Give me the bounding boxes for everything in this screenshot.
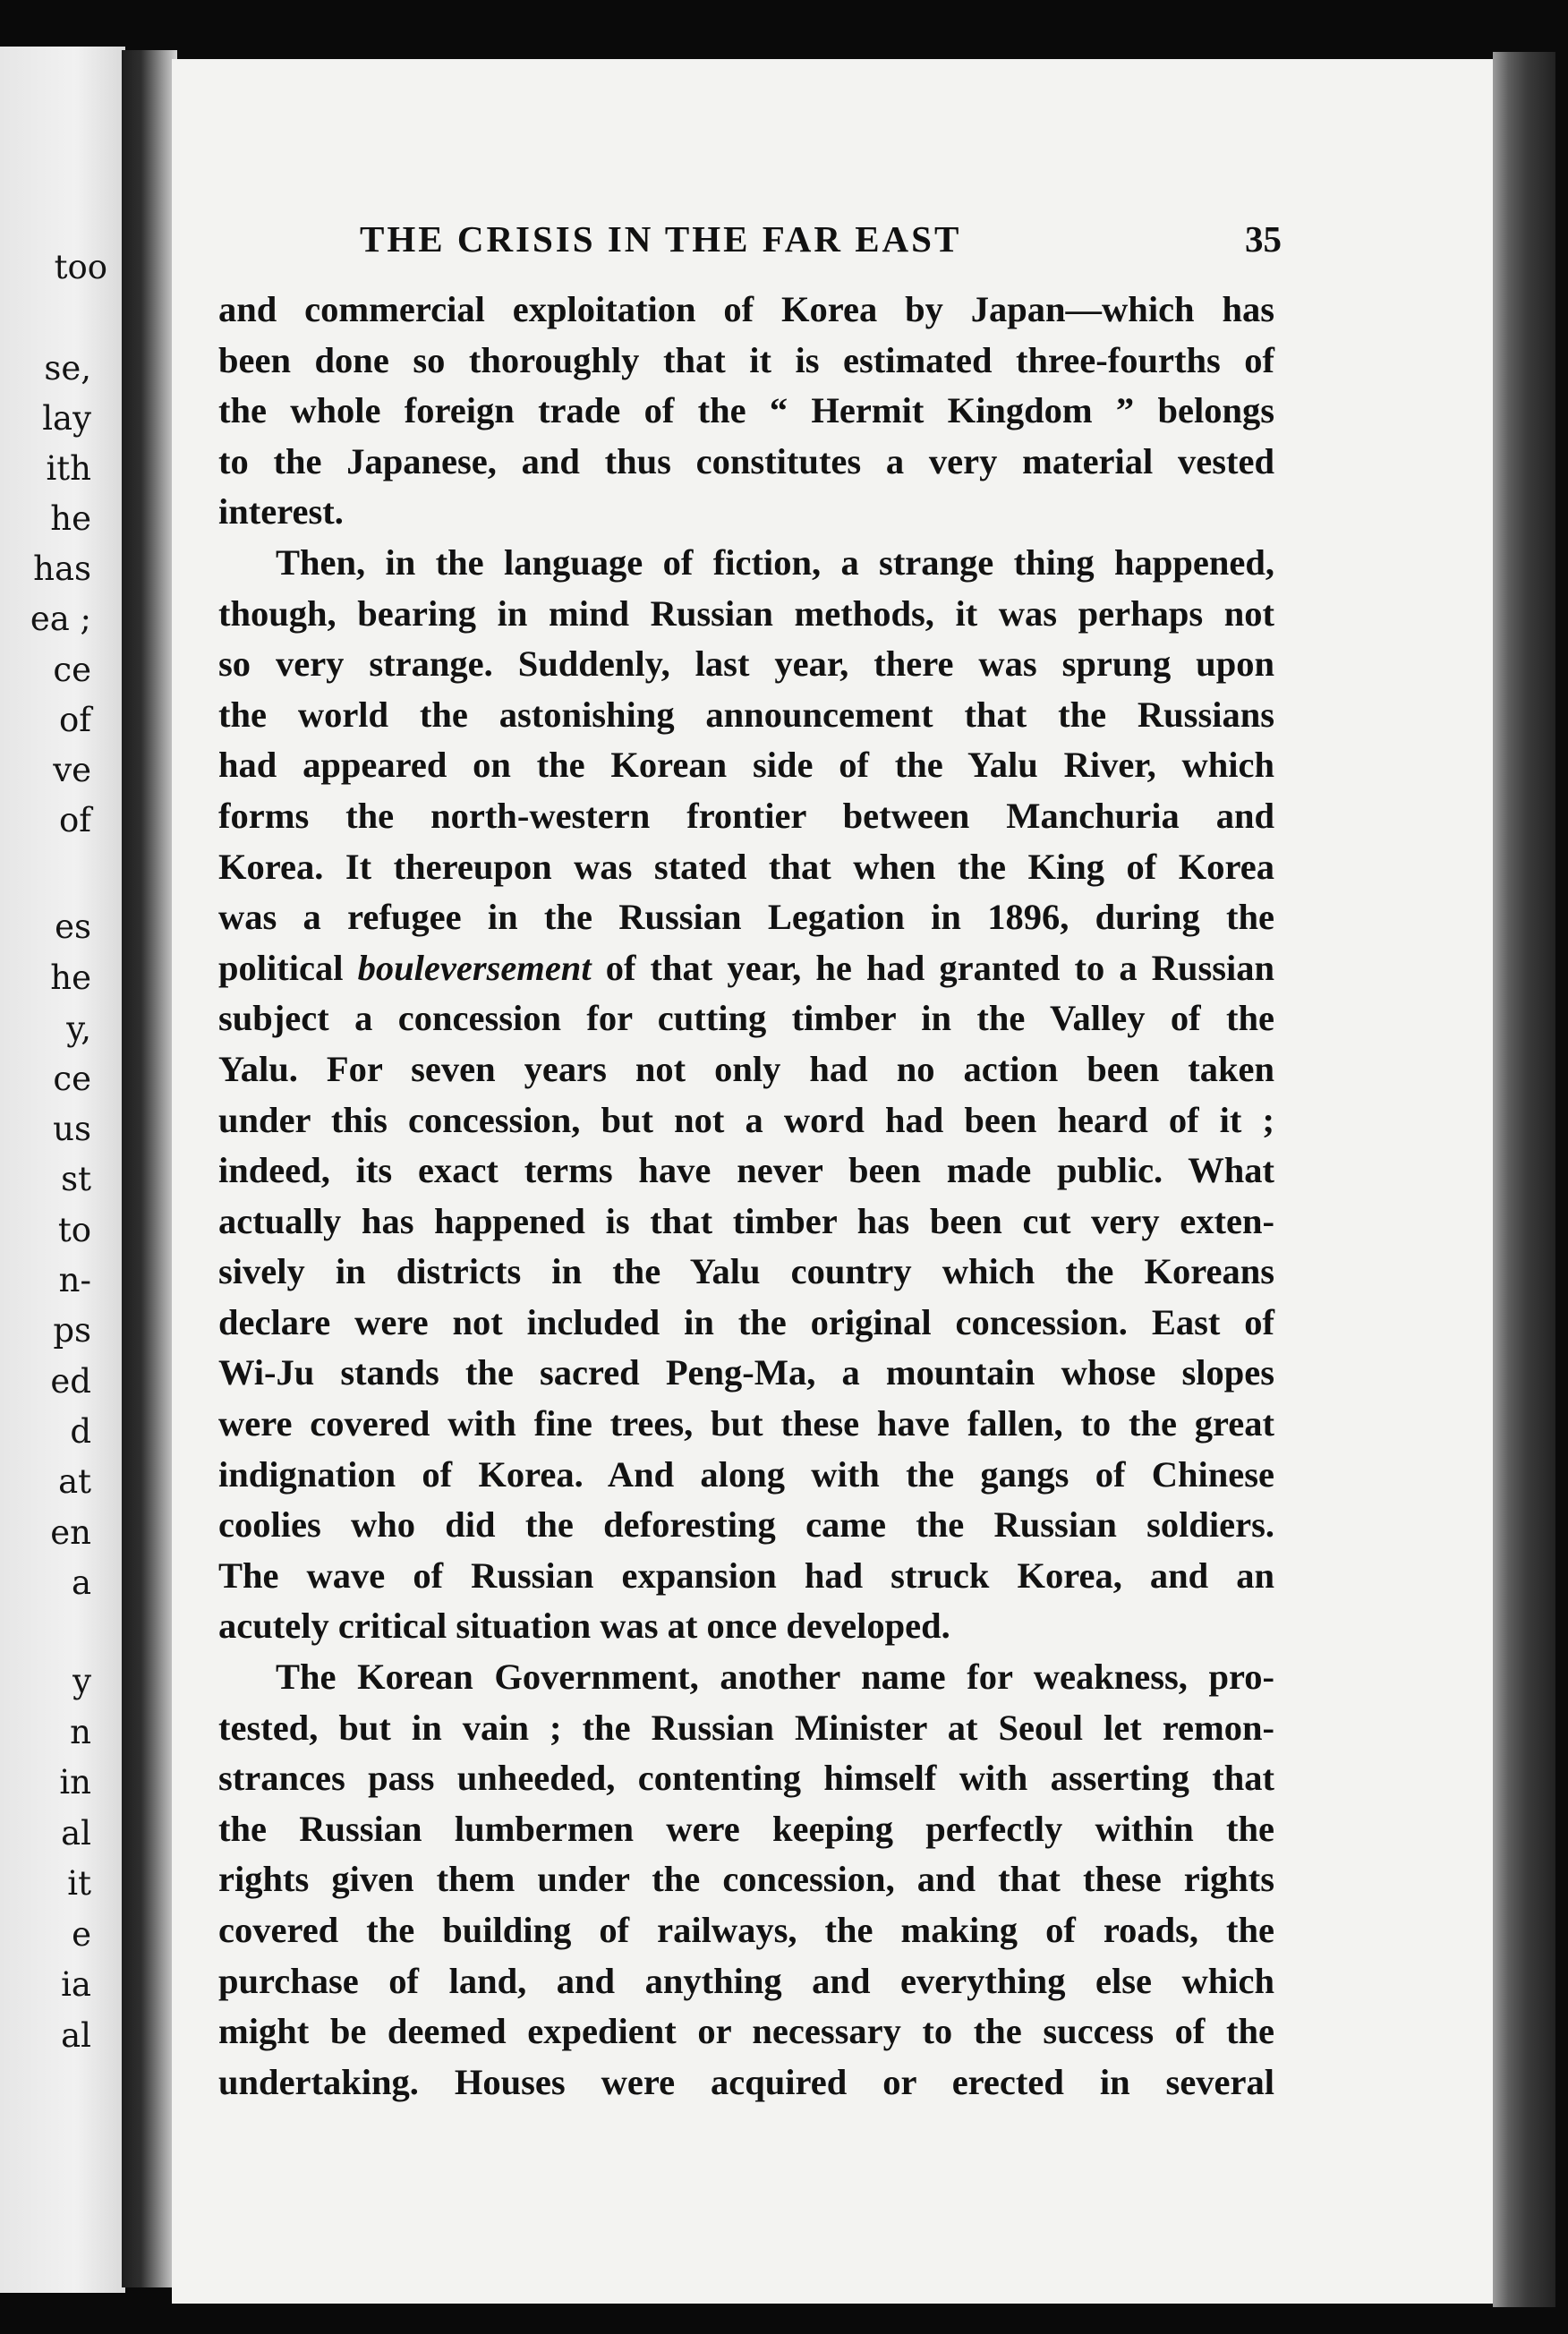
previous-page-fragment: has bbox=[33, 549, 91, 588]
previous-page-fragment: y bbox=[72, 1662, 91, 1700]
text-line: Korea. It thereupon was stated that when the King of Korea bbox=[218, 846, 1274, 887]
previous-page-fragment: e bbox=[72, 1915, 91, 1954]
previous-page-fragment: al bbox=[61, 2016, 91, 2055]
text-segment: political bbox=[218, 947, 344, 988]
previous-page-fragment: of bbox=[59, 701, 91, 739]
text-line: to the Japanese, and thus constitutes a very material vested bbox=[218, 440, 1274, 481]
text-line: sively in districts in the Yalu country which the Koreans bbox=[218, 1251, 1274, 1292]
text-line: interest. bbox=[218, 491, 344, 532]
previous-page-fragment: in bbox=[59, 1763, 91, 1802]
text-segment: of that year, he had granted to a Russian bbox=[605, 947, 1274, 988]
previous-page-fragment: es bbox=[55, 907, 91, 946]
text-line: indeed, its exact terms have never been made public. What bbox=[218, 1150, 1274, 1191]
text-line: tested, but in vain ; the Russian Minister at Seoul let remon- bbox=[218, 1707, 1274, 1748]
previous-page-fragment: se, bbox=[44, 349, 91, 388]
body-text bbox=[218, 285, 1274, 2108]
text-line: so very strange. Suddenly, last year, there was sprung upon bbox=[218, 643, 1274, 685]
previous-page-fragment: y, bbox=[66, 1009, 91, 1048]
text-line: might be deemed expedient or necessary to the success of the bbox=[218, 2011, 1274, 2052]
previous-page-fragment: ed bbox=[50, 1362, 91, 1401]
running-head bbox=[360, 217, 1282, 271]
previous-page-fragment: al bbox=[61, 1814, 91, 1853]
text-line: the Russian lumbermen were keeping perfectly within the bbox=[218, 1808, 1274, 1849]
text-line: Yalu. For seven years not only had no action been taken bbox=[218, 1048, 1274, 1089]
previous-page-fragment: ce bbox=[53, 651, 91, 689]
text-line: though, bearing in mind Russian methods, it was perhaps not bbox=[218, 592, 1274, 634]
text-line: rights given them under the concession, and that these rights bbox=[218, 1859, 1274, 1900]
previous-page-fragment: us bbox=[53, 1110, 91, 1148]
text-line-mixed bbox=[218, 943, 1274, 994]
text-line: purchase of land, and anything and everything else which bbox=[218, 1960, 1274, 2001]
previous-page-fragment: ith bbox=[46, 449, 91, 488]
text-line: declare were not included in the original concession. East of bbox=[218, 1301, 1274, 1342]
previous-page-fragment: it bbox=[67, 1864, 91, 1903]
text-line: indignation of Korea. And along with the gangs of Chinese bbox=[218, 1453, 1274, 1495]
text-line: subject a concession for cutting timber in the Valley of the bbox=[218, 998, 1274, 1039]
previous-page-fragment: he bbox=[50, 499, 91, 538]
text-line: was a refugee in the Russian Legation in 1896, during the bbox=[218, 897, 1274, 938]
text-line: The Korean Government, another name for weakness, pro- bbox=[276, 1657, 1274, 1698]
text-line: actually has happened is that timber has been cut very exten- bbox=[218, 1200, 1274, 1241]
text-line: the world the astonishing announcement that the Russians bbox=[218, 694, 1274, 735]
previous-page-fragment: ve bbox=[53, 751, 91, 789]
previous-page-fragment: st bbox=[61, 1160, 91, 1198]
page-number: 35 bbox=[1245, 218, 1282, 260]
previous-page-fragment: at bbox=[58, 1462, 91, 1501]
previous-page-fragment: ps bbox=[53, 1311, 91, 1350]
previous-page-fragment: d bbox=[70, 1412, 91, 1451]
text-line: Then, in the language of fiction, a strange thing happened, bbox=[276, 541, 1274, 583]
text-line: the whole foreign trade of the “ Hermit Kingdom ” belongs bbox=[218, 390, 1274, 431]
previous-page-fragment: lay bbox=[42, 399, 91, 438]
running-head-title: THE CRISIS IN THE FAR EAST bbox=[360, 218, 962, 260]
text-line: been done so thoroughly that it is estimated three-fourths of bbox=[218, 339, 1274, 380]
page-stack-edge bbox=[1493, 52, 1555, 2307]
previous-page-fragment: too bbox=[54, 248, 107, 286]
text-line: The wave of Russian expansion had struck Korea, and an bbox=[218, 1555, 1274, 1596]
text-line: acutely critical situation was at once developed. bbox=[218, 1606, 950, 1647]
previous-page-fragment: ia bbox=[61, 1965, 91, 2004]
previous-page-fragment: he bbox=[50, 958, 91, 997]
text-line: undertaking. Houses were acquired or erected in several bbox=[218, 2061, 1274, 2102]
text-line: were covered with fine trees, but these have fallen, to the great bbox=[218, 1403, 1274, 1444]
previous-page-fragment: a bbox=[71, 1563, 91, 1602]
previous-page-text-fragments bbox=[0, 47, 125, 2293]
text-line: under this concession, but not a word had been heard of it ; bbox=[218, 1099, 1274, 1140]
text-line: covered the building of railways, the making of roads, the bbox=[218, 1910, 1274, 1950]
previous-page-fragment: to bbox=[57, 1211, 91, 1249]
previous-page-fragment: of bbox=[59, 801, 91, 839]
previous-page-fragment: en bbox=[50, 1513, 91, 1552]
text-line: coolies who did the deforesting came the Russian soldiers. bbox=[218, 1504, 1274, 1546]
text-line: strances pass unheeded, contenting himself with asserting that bbox=[218, 1758, 1274, 1799]
text-line: forms the north-western frontier between Manchuria and bbox=[218, 795, 1274, 836]
previous-page-fragment: n bbox=[70, 1713, 91, 1751]
text-line: and commercial exploitation of Korea by Japan—which has bbox=[218, 289, 1274, 329]
text-line: Wi-Ju stands the sacred Peng-Ma, a mountain whose slopes bbox=[218, 1352, 1274, 1393]
previous-page-fragment: ce bbox=[53, 1060, 91, 1098]
previous-page-fragment: n- bbox=[58, 1261, 91, 1299]
book-gutter-shadow bbox=[122, 50, 177, 2287]
previous-page-edge bbox=[0, 47, 125, 2293]
previous-page-fragment: ea ; bbox=[30, 600, 91, 638]
text-line: had appeared on the Korean side of the Yalu River, which bbox=[218, 745, 1274, 786]
italic-term: bouleversement bbox=[357, 947, 592, 988]
